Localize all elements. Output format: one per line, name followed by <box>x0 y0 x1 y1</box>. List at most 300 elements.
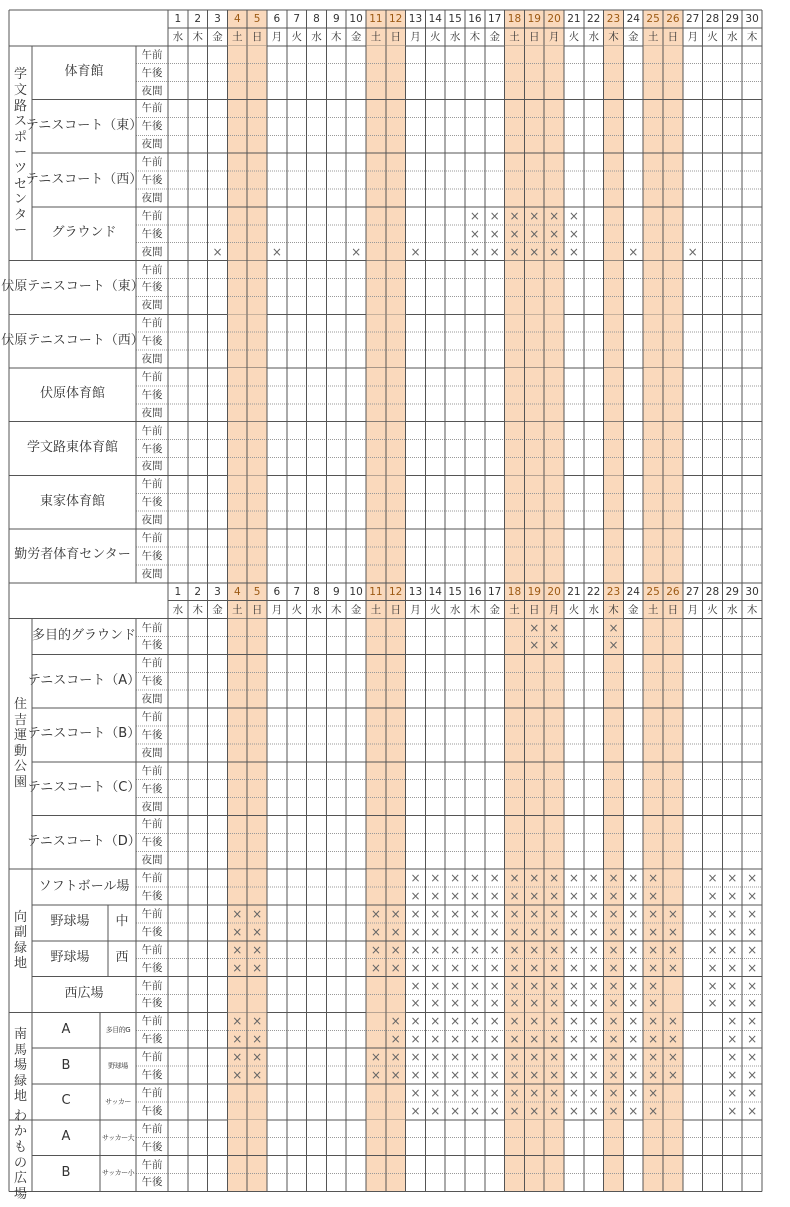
unavailable-mark: × <box>588 1050 599 1065</box>
unavailable-mark: × <box>370 924 381 939</box>
unavailable-mark: × <box>608 871 619 886</box>
unavailable-mark: × <box>549 208 560 223</box>
weekend-column-shade <box>386 261 406 315</box>
unavailable-mark: × <box>430 1085 441 1100</box>
unavailable-mark: × <box>232 906 243 921</box>
unavailable-mark: × <box>252 906 263 921</box>
facility-sub-name: サッカー <box>105 1097 131 1106</box>
unavailable-mark: × <box>430 1032 441 1047</box>
unavailable-mark: × <box>568 942 579 957</box>
weekday-label: 木 <box>331 30 342 43</box>
unavailable-mark: × <box>252 924 263 939</box>
unavailable-mark: × <box>410 889 421 904</box>
weekday-label: 金 <box>350 603 362 616</box>
weekend-column-shade <box>247 261 267 315</box>
weekend-column-shade <box>544 529 564 583</box>
facility-name: 西広場 <box>64 986 104 1002</box>
unavailable-mark: × <box>667 960 678 975</box>
facility-name: ソフトボール場 <box>38 878 130 894</box>
unavailable-mark: × <box>252 1032 263 1047</box>
time-slot-label: 午後 <box>141 335 163 348</box>
day-number: 27 <box>686 13 700 26</box>
unavailable-mark: × <box>568 889 579 904</box>
weekend-column-shade <box>247 314 267 368</box>
unavailable-mark: × <box>252 942 263 957</box>
unavailable-mark: × <box>747 942 758 957</box>
unavailable-mark: × <box>430 978 441 993</box>
unavailable-mark: × <box>568 924 579 939</box>
unavailable-mark: × <box>450 1103 461 1118</box>
unavailable-mark: × <box>509 960 520 975</box>
time-slot-label: 午前 <box>141 48 163 61</box>
weekend-column-shade <box>505 368 525 422</box>
weekend-column-shade <box>227 314 247 368</box>
unavailable-mark: × <box>707 942 718 957</box>
group-name: わ か も の 広 場 <box>13 1108 27 1202</box>
time-slot-label: 午後 <box>141 961 163 974</box>
unavailable-mark: × <box>390 960 401 975</box>
unavailable-mark: × <box>568 996 579 1011</box>
day-number: 6 <box>273 13 281 26</box>
weekday-label: 水 <box>449 30 461 43</box>
unavailable-mark: × <box>628 1050 639 1065</box>
unavailable-mark: × <box>608 1103 619 1118</box>
unavailable-mark: × <box>549 960 560 975</box>
unavailable-mark: × <box>727 942 738 957</box>
weekday-label: 水 <box>172 603 184 616</box>
unavailable-mark: × <box>469 244 480 259</box>
facility-name: 学文路東体育館 <box>26 440 118 456</box>
unavailable-mark: × <box>370 1068 381 1083</box>
time-slot-label: 午前 <box>141 263 163 276</box>
weekend-column-shade <box>604 529 624 583</box>
weekday-label: 水 <box>588 603 599 616</box>
unavailable-mark: × <box>747 996 758 1011</box>
unavailable-mark: × <box>747 1103 758 1118</box>
unavailable-mark: × <box>252 1014 263 1029</box>
unavailable-mark: × <box>727 1068 738 1083</box>
weekend-column-shade <box>386 314 406 368</box>
unavailable-mark: × <box>549 226 560 241</box>
facility-name: 東家体育館 <box>39 493 105 509</box>
unavailable-mark: × <box>469 1014 480 1029</box>
day-number: 10 <box>349 586 363 599</box>
facility-name: A <box>61 1021 71 1037</box>
unavailable-mark: × <box>430 889 441 904</box>
time-slot-label: 午後 <box>141 120 163 133</box>
weekend-column-shade <box>505 529 525 583</box>
weekday-label: 月 <box>271 603 283 616</box>
unavailable-mark: × <box>232 1014 243 1029</box>
unavailable-mark: × <box>667 906 678 921</box>
unavailable-mark: × <box>370 960 381 975</box>
unavailable-mark: × <box>747 889 758 904</box>
unavailable-mark: × <box>390 1050 401 1065</box>
unavailable-mark: × <box>529 620 540 635</box>
unavailable-mark: × <box>410 924 421 939</box>
unavailable-mark: × <box>588 978 599 993</box>
day-number: 13 <box>408 13 423 26</box>
weekend-column-shade <box>505 314 525 368</box>
facility-name: A <box>61 1129 71 1145</box>
time-slot-label: 午後 <box>141 1069 163 1081</box>
unavailable-mark: × <box>489 942 500 957</box>
unavailable-mark: × <box>568 960 579 975</box>
day-number: 14 <box>428 13 442 26</box>
day-number: 16 <box>468 586 482 599</box>
time-slot-label: 午後 <box>141 997 163 1010</box>
time-slot-label: 午前 <box>141 424 163 437</box>
day-number: 9 <box>332 586 340 599</box>
day-number: 13 <box>408 586 423 599</box>
unavailable-mark: × <box>450 889 461 904</box>
time-slot-label: 午後 <box>141 925 163 938</box>
day-number: 7 <box>293 586 301 599</box>
unavailable-mark: × <box>410 1014 421 1029</box>
weekend-column-shade <box>663 261 683 315</box>
unavailable-mark: × <box>727 996 738 1011</box>
weekday-label: 火 <box>430 603 441 616</box>
unavailable-mark: × <box>509 1068 520 1083</box>
unavailable-mark: × <box>410 871 421 886</box>
unavailable-mark: × <box>648 889 659 904</box>
weekday-label: 火 <box>291 30 302 43</box>
unavailable-mark: × <box>608 924 619 939</box>
weekday-label: 水 <box>727 603 738 616</box>
time-slot-label: 夜間 <box>141 800 163 813</box>
unavailable-mark: × <box>469 208 480 223</box>
time-slot-label: 夜間 <box>141 460 163 473</box>
facility-name: 伏原体育館 <box>39 386 105 402</box>
unavailable-mark: × <box>509 906 520 921</box>
weekend-column-shade <box>366 475 386 529</box>
day-number: 8 <box>313 586 320 599</box>
weekend-column-shade <box>524 475 544 529</box>
unavailable-mark: × <box>727 1085 738 1100</box>
unavailable-mark: × <box>667 1068 678 1083</box>
day-number: 14 <box>428 586 442 599</box>
weekday-label: 日 <box>390 30 401 43</box>
day-number: 30 <box>745 13 759 26</box>
unavailable-mark: × <box>568 906 579 921</box>
unavailable-mark: × <box>469 924 480 939</box>
unavailable-mark: × <box>489 871 500 886</box>
weekday-label: 月 <box>271 30 283 43</box>
unavailable-mark: × <box>450 978 461 993</box>
weekday-label: 金 <box>628 30 639 43</box>
day-number: 23 <box>606 586 621 599</box>
unavailable-mark: × <box>450 996 461 1011</box>
weekday-label: 月 <box>687 603 698 616</box>
unavailable-mark: × <box>252 960 263 975</box>
time-slot-label: 夜間 <box>141 693 163 706</box>
unavailable-mark: × <box>509 996 520 1011</box>
day-number: 11 <box>369 13 383 26</box>
weekend-column-shade <box>604 368 624 422</box>
unavailable-mark: × <box>707 889 718 904</box>
weekday-label: 火 <box>707 603 718 616</box>
time-slot-label: 午前 <box>141 621 163 634</box>
facility-sub-name: 多目的G <box>105 1026 131 1035</box>
unavailable-mark: × <box>509 1050 520 1065</box>
unavailable-mark: × <box>252 1050 263 1065</box>
facility-name: 伏原テニスコート（東） <box>1 278 144 294</box>
unavailable-mark: × <box>588 1014 599 1029</box>
unavailable-mark: × <box>608 889 619 904</box>
weekend-column-shade <box>663 314 683 368</box>
unavailable-mark: × <box>450 906 461 921</box>
unavailable-mark: × <box>747 924 758 939</box>
unavailable-mark: × <box>747 1014 758 1029</box>
unavailable-mark: × <box>648 924 659 939</box>
unavailable-mark: × <box>727 960 738 975</box>
unavailable-mark: × <box>430 942 441 957</box>
group-name: 南 馬 場 緑 地 <box>13 1027 27 1105</box>
time-slot-label: 夜間 <box>141 854 163 867</box>
weekday-label: 火 <box>568 30 580 43</box>
facility-name: 体育館 <box>64 64 104 80</box>
unavailable-mark: × <box>628 1068 639 1083</box>
unavailable-mark: × <box>252 1068 263 1083</box>
unavailable-mark: × <box>410 1068 421 1083</box>
day-number: 28 <box>705 13 720 26</box>
unavailable-mark: × <box>351 244 362 259</box>
unavailable-mark: × <box>628 871 639 886</box>
day-number: 11 <box>369 586 383 599</box>
unavailable-mark: × <box>232 942 243 957</box>
day-number: 26 <box>666 586 680 599</box>
weekend-column-shade <box>366 314 386 368</box>
weekday-label: 木 <box>469 603 481 616</box>
facility-name: 野球場 <box>50 950 90 966</box>
weekend-column-shade <box>663 422 683 476</box>
unavailable-mark: × <box>549 942 560 957</box>
weekday-label: 火 <box>430 30 441 43</box>
unavailable-mark: × <box>707 960 718 975</box>
weekday-label: 月 <box>410 603 421 616</box>
facility-name: グラウンド <box>51 225 117 241</box>
unavailable-mark: × <box>529 924 540 939</box>
time-slot-label: 午前 <box>141 370 163 383</box>
unavailable-mark: × <box>469 226 480 241</box>
day-number: 30 <box>745 586 759 599</box>
weekday-label: 日 <box>251 603 263 616</box>
time-slot-label: 午後 <box>141 174 163 186</box>
weekday-label: 水 <box>311 30 322 43</box>
time-slot-label: 夜間 <box>141 191 163 204</box>
weekend-column-shade <box>544 261 564 315</box>
weekend-column-shade <box>643 314 663 368</box>
unavailable-mark: × <box>568 1032 579 1047</box>
unavailable-mark: × <box>628 960 639 975</box>
day-number: 18 <box>507 586 522 599</box>
day-number: 8 <box>313 13 320 26</box>
day-number: 1 <box>174 586 182 599</box>
time-slot-label: 午後 <box>141 549 163 562</box>
unavailable-mark: × <box>529 906 540 921</box>
time-slot-label: 午前 <box>141 1015 163 1028</box>
unavailable-mark: × <box>687 244 698 259</box>
unavailable-mark: × <box>648 1050 659 1065</box>
unavailable-mark: × <box>549 978 560 993</box>
unavailable-mark: × <box>568 1050 579 1065</box>
unavailable-mark: × <box>648 1103 659 1118</box>
time-slot-label: 午前 <box>141 532 163 544</box>
weekend-column-shade <box>366 368 386 422</box>
facility-name: テニスコート（東） <box>25 117 143 133</box>
day-number: 21 <box>567 586 581 599</box>
time-slot-label: 午後 <box>141 66 163 79</box>
weekday-label: 火 <box>568 603 580 616</box>
weekend-column-shade <box>643 368 663 422</box>
unavailable-mark: × <box>509 226 520 241</box>
weekend-column-shade <box>604 422 624 476</box>
time-slot-label: 午前 <box>141 209 163 222</box>
unavailable-mark: × <box>430 906 441 921</box>
time-slot-label: 午前 <box>141 1122 163 1135</box>
unavailable-mark: × <box>390 924 401 939</box>
unavailable-mark: × <box>390 942 401 957</box>
weekend-column-shade <box>505 422 525 476</box>
unavailable-mark: × <box>509 1032 520 1047</box>
time-slot-label: 夜間 <box>141 567 163 580</box>
unavailable-mark: × <box>648 1085 659 1100</box>
unavailable-mark: × <box>727 1050 738 1065</box>
weekend-column-shade <box>524 422 544 476</box>
weekend-column-shade <box>604 314 624 368</box>
day-number: 12 <box>389 586 403 599</box>
unavailable-mark: × <box>469 871 480 886</box>
day-number: 19 <box>527 586 541 599</box>
unavailable-mark: × <box>628 244 639 259</box>
unavailable-mark: × <box>727 889 738 904</box>
unavailable-mark: × <box>529 1050 540 1065</box>
weekend-column-shade <box>227 475 247 529</box>
weekday-label: 日 <box>529 30 540 43</box>
weekday-label: 木 <box>192 30 203 43</box>
unavailable-mark: × <box>628 978 639 993</box>
time-slot-label: 午前 <box>141 102 163 115</box>
time-slot-label: 午前 <box>141 764 163 777</box>
unavailable-mark: × <box>648 906 659 921</box>
weekday-label: 水 <box>311 603 322 616</box>
unavailable-mark: × <box>568 871 579 886</box>
time-slot-label: 午後 <box>141 1140 163 1153</box>
weekday-label: 木 <box>331 603 342 616</box>
day-number: 6 <box>273 586 281 599</box>
day-number: 20 <box>547 586 561 599</box>
unavailable-mark: × <box>390 906 401 921</box>
unavailable-mark: × <box>509 924 520 939</box>
time-slot-label: 午前 <box>141 907 163 920</box>
day-number: 7 <box>293 13 301 26</box>
weekday-label: 土 <box>509 603 520 616</box>
unavailable-mark: × <box>489 889 500 904</box>
time-slot-label: 午後 <box>141 1033 163 1046</box>
unavailable-mark: × <box>707 924 718 939</box>
unavailable-mark: × <box>529 960 540 975</box>
day-number: 19 <box>527 13 541 26</box>
weekday-label: 水 <box>449 603 461 616</box>
weekday-label: 土 <box>370 603 382 616</box>
unavailable-mark: × <box>450 1085 461 1100</box>
unavailable-mark: × <box>509 942 520 957</box>
unavailable-mark: × <box>588 871 599 886</box>
unavailable-mark: × <box>410 1050 421 1065</box>
unavailable-mark: × <box>608 1032 619 1047</box>
time-slot-label: 午前 <box>141 1086 163 1099</box>
unavailable-mark: × <box>509 208 520 223</box>
facility-name: テニスコート（D） <box>27 833 141 849</box>
unavailable-mark: × <box>588 1068 599 1083</box>
day-number: 22 <box>587 13 601 26</box>
unavailable-mark: × <box>529 226 540 241</box>
weekday-label: 木 <box>608 30 619 43</box>
unavailable-mark: × <box>608 1068 619 1083</box>
unavailable-mark: × <box>450 960 461 975</box>
unavailable-mark: × <box>430 871 441 886</box>
unavailable-mark: × <box>608 906 619 921</box>
unavailable-mark: × <box>410 1032 421 1047</box>
weekend-column-shade <box>227 368 247 422</box>
weekend-column-shade <box>643 475 663 529</box>
time-slot-label: 夜間 <box>141 353 163 365</box>
unavailable-mark: × <box>430 924 441 939</box>
weekend-column-shade <box>505 261 525 315</box>
time-slot-label: 夜間 <box>141 84 163 97</box>
unavailable-mark: × <box>608 1014 619 1029</box>
time-slot-label: 午後 <box>141 728 163 741</box>
unavailable-mark: × <box>549 1014 560 1029</box>
unavailable-mark: × <box>628 1032 639 1047</box>
unavailable-mark: × <box>529 1068 540 1083</box>
unavailable-mark: × <box>549 244 560 259</box>
weekend-column-shade <box>544 314 564 368</box>
time-slot-label: 夜間 <box>141 299 163 312</box>
unavailable-mark: × <box>509 978 520 993</box>
unavailable-mark: × <box>747 871 758 886</box>
unavailable-mark: × <box>568 1014 579 1029</box>
unavailable-mark: × <box>707 906 718 921</box>
time-slot-label: 午前 <box>141 317 163 330</box>
weekday-label: 土 <box>647 30 659 43</box>
unavailable-mark: × <box>489 1050 500 1065</box>
unavailable-mark: × <box>469 1050 480 1065</box>
unavailable-mark: × <box>588 889 599 904</box>
unavailable-mark: × <box>747 1032 758 1047</box>
weekend-column-shade <box>663 475 683 529</box>
unavailable-mark: × <box>489 1103 500 1118</box>
unavailable-mark: × <box>628 924 639 939</box>
unavailable-mark: × <box>529 1032 540 1047</box>
unavailable-mark: × <box>549 906 560 921</box>
unavailable-mark: × <box>628 1014 639 1029</box>
weekday-label: 日 <box>251 30 263 43</box>
unavailable-mark: × <box>489 1085 500 1100</box>
unavailable-mark: × <box>707 996 718 1011</box>
weekday-label: 土 <box>232 30 243 43</box>
time-slot-label: 午後 <box>141 1104 163 1117</box>
unavailable-mark: × <box>232 960 243 975</box>
unavailable-mark: × <box>588 924 599 939</box>
day-number: 29 <box>725 13 739 26</box>
day-number: 18 <box>507 13 522 26</box>
unavailable-mark: × <box>410 942 421 957</box>
day-number: 1 <box>174 13 182 26</box>
unavailable-mark: × <box>450 1014 461 1029</box>
unavailable-mark: × <box>489 924 500 939</box>
unavailable-mark: × <box>469 960 480 975</box>
